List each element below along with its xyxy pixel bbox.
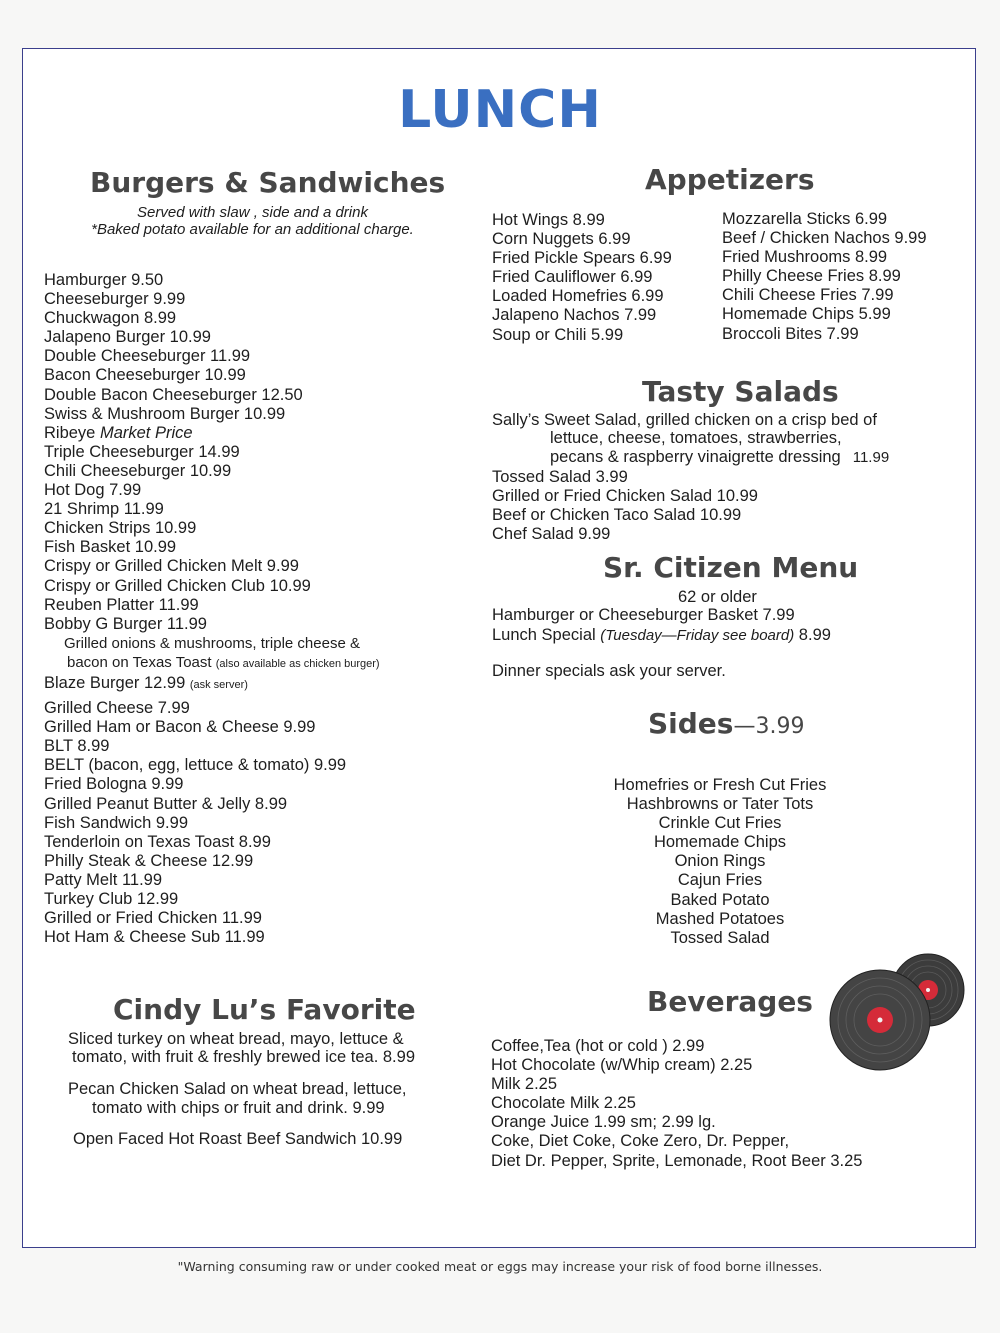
salad-item: Grilled or Fried Chicken Salad 10.99 [492, 487, 758, 506]
side-item: Tossed Salad [670, 928, 770, 947]
salad-item: Beef or Chicken Taco Salad 10.99 [492, 506, 742, 525]
beverage-item: Hot Chocolate (w/Whip cream) 2.25 [491, 1056, 753, 1075]
appetizers-right-list [722, 210, 927, 344]
bobby-description-2 [44, 653, 380, 674]
side-item: Homemade Chips [653, 833, 787, 852]
bobby-description-1: Grilled onions & mushrooms, triple cheese & [64, 634, 360, 652]
menu-item: Fish Basket 10.99 [44, 538, 177, 557]
appetizer-item: Beef / Chicken Nachos 9.99 [722, 229, 927, 248]
menu-item: Grilled Peanut Butter & Jelly 8.99 [44, 794, 288, 813]
appetizer-item: Corn Nuggets 6.99 [492, 230, 631, 249]
blaze-label: Blaze Burger 12.99 [44, 673, 190, 692]
menu-item-ribeye [44, 424, 380, 443]
side-item: Crinkle Cut Fries [658, 814, 782, 833]
salad-item: Tossed Salad 3.99 [492, 468, 628, 486]
appetizers-left-list [492, 211, 672, 345]
menu-item: Chili Cheeseburger 10.99 [44, 461, 232, 480]
menu-title: LUNCH [398, 80, 602, 140]
menu-item: Swiss & Mushroom Burger 10.99 [44, 404, 286, 423]
menu-item: Double Bacon Cheeseburger 12.50 [44, 385, 303, 404]
menu-item: Grilled Cheese 7.99 [44, 699, 190, 718]
appetizer-item: Chili Cheese Fries 7.99 [722, 286, 894, 305]
sides-heading [648, 707, 804, 744]
food-safety-warning: "Warning consuming raw or under cooked meat or eggs may increase your risk of food borne illnesses. [177, 1259, 823, 1274]
burgers-heading: Burgers & Sandwiches [90, 166, 446, 199]
menu-item: Bobby G Burger 11.99 [44, 614, 207, 633]
menu-item: Crispy or Grilled Chicken Melt 9.99 [44, 557, 299, 576]
menu-item: Tenderloin on Texas Toast 8.99 [44, 832, 271, 851]
cindy-item-1-line-1: Sliced turkey on wheat bread, mayo, lettuce & [68, 1030, 404, 1048]
beverage-item: Milk 2.25 [491, 1075, 558, 1094]
senior-special-note: (Tuesday—Friday see board) [600, 627, 795, 644]
sides-price: —3.99 [733, 714, 805, 739]
beverage-item: Coffee,Tea (hot or cold ) 2.99 [491, 1037, 705, 1055]
appetizer-item: Hot Wings 8.99 [492, 211, 605, 229]
salad-item: Chef Salad 9.99 [492, 525, 611, 544]
appetizer-item: Mozzarella Sticks 6.99 [722, 210, 888, 228]
senior-age: 62 or older [678, 588, 757, 606]
menu-item: Cheeseburger 9.99 [44, 290, 186, 309]
senior-special [492, 626, 831, 645]
cindy-item-2-line-2: tomato with chips or fruit and drink. 9.99 [92, 1099, 385, 1117]
appetizer-item: Fried Pickle Spears 6.99 [492, 249, 672, 268]
sides-list [560, 776, 880, 948]
appetizer-item: Loaded Homefries 6.99 [492, 287, 664, 306]
appetizer-item: Philly Cheese Fries 8.99 [722, 267, 901, 286]
beverage-item: Diet Dr. Pepper, Sprite, Lemonade, Root Beer 3.25 [491, 1151, 863, 1170]
menu-item: Hot Dog 7.99 [44, 481, 142, 500]
menu-item: Hot Ham & Cheese Sub 11.99 [44, 928, 265, 947]
ribeye-price: Market Price [99, 423, 193, 442]
menu-item: 21 Shrimp 11.99 [44, 500, 164, 519]
blaze-note: (ask server) [189, 678, 248, 691]
menu-item: Grilled or Fried Chicken 11.99 [44, 909, 262, 928]
appetizer-item: Fried Cauliflower 6.99 [492, 268, 653, 287]
appetizer-item: Fried Mushrooms 8.99 [722, 248, 888, 267]
salads-heading: Tasty Salads [642, 375, 839, 408]
beverage-item: Orange Juice 1.99 sm; 2.99 lg. [491, 1113, 716, 1132]
appetizer-item: Broccoli Bites 7.99 [722, 324, 859, 343]
cindy-heading: Cindy Lu’s Favorite [113, 993, 416, 1026]
vinyl-records-icon [828, 950, 968, 1075]
menu-item: Grilled Ham or Bacon & Cheese 9.99 [44, 718, 316, 737]
menu-item: Hamburger 9.50 [44, 271, 164, 289]
side-item: Homefries or Fresh Cut Fries [613, 776, 827, 794]
appetizer-item: Soup or Chili 5.99 [492, 325, 624, 344]
senior-special-price: 8.99 [794, 626, 831, 644]
side-item: Baked Potato [670, 890, 770, 909]
side-item: Mashed Potatoes [655, 909, 785, 928]
cindy-item-2-line-1: Pecan Chicken Salad on wheat bread, lettuce, [68, 1080, 407, 1098]
sally-line-1: Sally’s Sweet Salad, grilled chicken on a crisp bed of [492, 411, 877, 429]
menu-item: Philly Steak & Cheese 12.99 [44, 851, 254, 870]
sally-price: 11.99 [852, 449, 890, 466]
appetizer-item: Jalapeno Nachos 7.99 [492, 306, 657, 325]
appetizer-item: Homemade Chips 5.99 [722, 305, 891, 324]
menu-item: Triple Cheeseburger 14.99 [44, 442, 240, 461]
burgers-note-1: Served with slaw , side and a drink [137, 204, 368, 221]
beverage-item: Chocolate Milk 2.25 [491, 1094, 636, 1113]
menu-item: BELT (bacon, egg, lettuce & tomato) 9.99 [44, 756, 347, 775]
side-item: Hashbrowns or Tater Tots [626, 795, 814, 814]
menu-item: Chicken Strips 10.99 [44, 519, 197, 538]
menu-item: Crispy or Grilled Chicken Club 10.99 [44, 576, 311, 595]
dinner-specials: Dinner specials ask your server. [492, 662, 726, 680]
senior-heading: Sr. Citizen Menu [603, 551, 859, 584]
menu-item: Fish Sandwich 9.99 [44, 813, 188, 832]
beverages-heading: Beverages [647, 985, 813, 1018]
menu-item: Double Cheeseburger 11.99 [44, 347, 251, 366]
beverages-list [491, 1037, 862, 1171]
menu-item: Reuben Platter 11.99 [44, 595, 199, 614]
menu-item-blaze [44, 674, 380, 695]
menu-item: Jalapeno Burger 10.99 [44, 328, 211, 347]
senior-basket: Hamburger or Cheeseburger Basket 7.99 [492, 606, 795, 624]
menu-item: Patty Melt 11.99 [44, 870, 163, 889]
menu-item: Chuckwagon 8.99 [44, 309, 177, 328]
ribeye-label: Ribeye [44, 423, 100, 442]
cindy-item-1-line-2: tomato, with fruit & freshly brewed ice tea. 8.99 [72, 1048, 415, 1066]
sally-line-3-text: pecans & raspberry vinaigrette dressing [550, 448, 841, 466]
menu-item: BLT 8.99 [44, 737, 110, 756]
side-item: Onion Rings [674, 852, 766, 871]
menu-item: Bacon Cheeseburger 10.99 [44, 366, 246, 385]
menu-item: Fried Bologna 9.99 [44, 775, 184, 794]
cindy-item-3: Open Faced Hot Roast Beef Sandwich 10.99 [73, 1130, 403, 1148]
burgers-note-2: *Baked potato available for an additional charge. [91, 221, 414, 238]
senior-special-label: Lunch Special [492, 626, 601, 644]
sally-line-3 [550, 448, 889, 467]
appetizers-heading: Appetizers [645, 163, 815, 196]
beverage-item: Coke, Diet Coke, Coke Zero, Dr. Pepper, [491, 1132, 790, 1151]
sides-heading-text: Sides [648, 707, 734, 740]
side-item: Cajun Fries [677, 871, 763, 890]
burgers-list [44, 271, 380, 947]
bobby-description-text: bacon on Texas Toast [67, 653, 212, 671]
sally-line-2: lettuce, cheese, tomatoes, strawberries, [550, 429, 842, 447]
salads-list [492, 468, 758, 544]
menu-item: Turkey Club 12.99 [44, 890, 179, 908]
bobby-note: (also available as chicken burger) [215, 657, 380, 670]
